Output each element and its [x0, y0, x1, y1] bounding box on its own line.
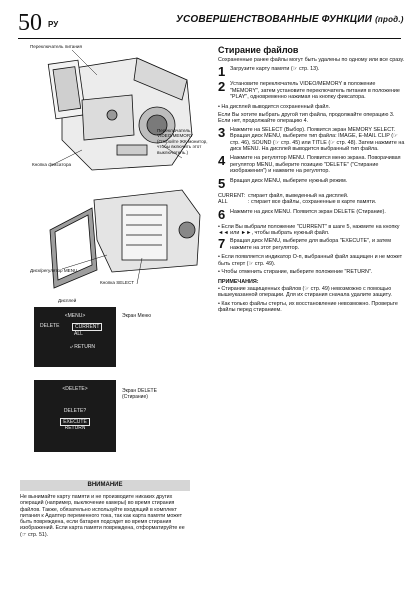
def-key: CURRENT:	[218, 192, 246, 199]
step-text: Установите переключатель VIDEO/MEMORY в положение "MEMORY", затем установите переключатель питания в положение "PLAY", одновременно нажимая на кнопку фиксатора.	[230, 81, 400, 101]
def-value: стирает файл, выведенный на дисплей.	[248, 192, 349, 199]
callout-select-button: Кнопка SELECT	[100, 280, 135, 285]
warning-text: Не вынимайте карту памяти и не производите никаких других операций (например, выключение камеры) во время стирания файлов. Также, обязательно используйте входящий в комплект питания к Адаптер переменного тока, так как карта памяти может быть повреждена, если батарея подсядет во время стирания изображений. Если карта памяти повреждена, отформатируйте ее (☞ стр. 51).	[20, 494, 185, 538]
step-6-bullet: • Если Вы выбрали положение "CURRENT" в шаге 5, нажмите на кнопку ◄◄ или ►►, чтобы выбрать нужный файл.	[218, 223, 400, 236]
return-icon: ⤶	[70, 344, 73, 350]
menu-screen-caption: Экран Меню	[122, 313, 152, 319]
delete-option-return: RETURN	[64, 425, 86, 431]
callout-lock-button: Кнопка фиксатора	[32, 162, 72, 167]
delete-screen	[34, 380, 116, 452]
delete-screen-title: <DELETE>	[62, 386, 88, 392]
menu-screen-title: <MENU>	[64, 313, 86, 319]
step-number: 4	[218, 153, 226, 169]
step-number: 7	[218, 236, 226, 252]
menu-return	[34, 344, 116, 350]
step-text: Вращая диск MENU, выберите для выбора "EXECUTE", и затем нажмите на этот регулятор.	[230, 238, 391, 251]
language-tag: РУ	[48, 20, 59, 29]
section-title: Стирание файлов	[218, 45, 299, 55]
callout-power-switch: Переключатель питания	[30, 44, 82, 49]
section-intro: Сохраненные ранее файлы могут быть удалены по одному или все сразу.	[218, 57, 405, 63]
step-2	[218, 81, 406, 100]
menu-delete-label: DELETE	[40, 323, 60, 329]
menu-option-current: CURRENT	[72, 323, 102, 331]
step-2-bullet: • На дисплей выводится сохраненный файл.	[218, 103, 331, 110]
delete-screen-caption: Экран DELETE (Стирание)	[122, 388, 157, 400]
menu-screen	[34, 307, 116, 367]
callout-video-memory-switch: Переключатель VIDEO/MEMORY (Откройте ЖК-монитор, чтобы включить этот выключатель.)	[157, 128, 208, 155]
page-header-title	[176, 14, 404, 25]
note-item: • Стирание защищенных файлов (☞ стр. 49) невозможно с помощью вышеуказанной операции. Для их стирания сначала удалите защиту.	[218, 285, 392, 299]
step-text: Нажмите на SELECT (Выбор). Появится экран MEMORY SELECT. Вращая диск MENU, выберите тип файла: IMAGE, E-MAIL CLIP (☞ стр. 46), SOUND (☞ стр. 45) или TITLE (☞ стр. 48). Затем нажмите на диск MENU. На дисплей выводится выбранный тип файла.	[230, 126, 405, 153]
menu-screen-row	[34, 323, 116, 331]
step-1	[218, 66, 406, 78]
menu-return-label: RETURN	[74, 344, 96, 350]
step-text: Загрузите карту памяти (☞ стр. 13).	[230, 66, 320, 73]
step-6	[218, 206, 406, 222]
def-key: ALL	[218, 199, 228, 206]
note-item: • Как только файлы стерты, их восстановление невозможно. Проверьте файлы перед стиранием.	[218, 300, 398, 313]
def-value: : стирает все файлы, сохраненные в карте памяти.	[248, 199, 377, 206]
step-4	[218, 155, 406, 174]
header-title-suffix: (прод.)	[375, 15, 404, 24]
notes-title: ПРИМЕЧАНИЯ:	[218, 279, 259, 286]
mode-definitions	[218, 193, 406, 206]
page-number: 50	[18, 10, 42, 36]
warning-title: ВНИМАНИЕ	[87, 482, 123, 488]
menu-option-all: ALL	[74, 331, 83, 337]
step-2-note: Если Вы хотите выбрать другой тип файла, продолжайте операцию 3. Если нет, продолжайте операцию 4.	[218, 112, 395, 125]
step-7-bullet: • Чтобы отменить стирание, выберите положение "RETURN".	[218, 268, 373, 275]
step-text: Вращая диск MENU, выберите нужный режим.	[230, 177, 348, 184]
step-number: 6	[218, 206, 226, 222]
step-7	[218, 238, 406, 251]
step-text: Нажмите на диск MENU. Появится экран DELETE (Стирание).	[230, 208, 386, 215]
step-number: 2	[218, 79, 226, 95]
callout-menu-dial: Диск/регулятор MENU	[30, 268, 78, 273]
step-5	[218, 175, 406, 191]
step-3	[218, 124, 406, 153]
instructions-column	[218, 57, 406, 315]
delete-question: DELETE?	[63, 408, 87, 414]
header-rule	[18, 38, 401, 39]
header-title-text: УСОВЕРШЕНСТВОВАННЫЕ ФУНКЦИИ	[176, 14, 373, 25]
step-number: 3	[218, 124, 226, 140]
step-text: Нажмите на регулятор MENU. Появится меню экрана. Поворачивая регулятор MENU, выберите позицию "DELETE" ("Стирание изображения") и нажмите на регулятор.	[230, 155, 401, 175]
step-7-bullet: • Если появляется индикатор О-п, выбранный файл защищен и не может быть стерт (☞ стр. 49).	[218, 254, 403, 267]
step-number: 5	[218, 175, 226, 191]
callout-display: Дисплей	[58, 298, 77, 303]
execute-label: EXECUTE	[60, 418, 90, 426]
step-number: 1	[218, 64, 226, 80]
